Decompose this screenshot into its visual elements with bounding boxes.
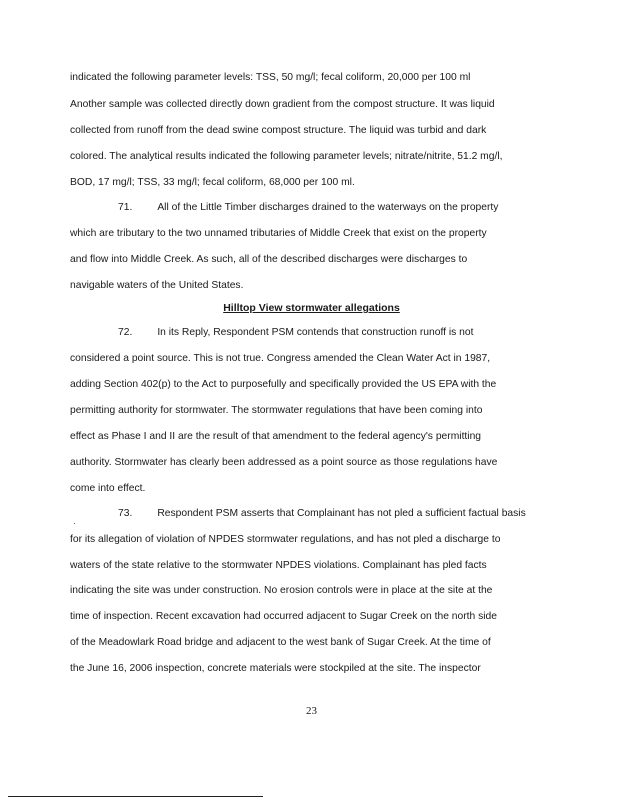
body-line: colored. The analytical results indicated the following parameter levels; nitrate/nitrite, 51.2 mg/l, — [70, 151, 503, 162]
body-line: of the Meadowlark Road bridge and adjacent to the west bank of Sugar Creek. At the time of — [70, 637, 491, 648]
body-line: considered a point source. This is not true. Congress amended the Clean Water Act in 1987, — [70, 353, 491, 364]
body-line: the June 16, 2006 inspection, concrete materials were stockpiled at the site. The inspector — [70, 663, 481, 674]
body-line: navigable waters of the United States. — [70, 280, 244, 291]
paragraph-number: 72. — [118, 327, 133, 338]
body-line: BOD, 17 mg/l; TSS, 33 mg/l; fecal coliform, 68,000 per 100 ml. — [70, 177, 355, 188]
body-line: indicating the site was under construction. No erosion controls were in place at the site at the — [70, 585, 493, 596]
body-line: come into effect. — [70, 483, 146, 494]
paragraph-text: Respondent PSM asserts that Complainant has not pled a sufficient factual basis — [157, 508, 526, 519]
body-line: indicated the following parameter levels: TSS, 50 mg/l; fecal coliform, 20,000 per 100 ml — [70, 72, 471, 83]
page-number: 23 — [306, 705, 317, 717]
paragraph-number: 73. — [118, 508, 133, 519]
body-line: time of inspection. Recent excavation had occurred adjacent to Sugar Creek on the north side — [70, 611, 497, 622]
body-line: collected from runoff from the dead swine compost structure. The liquid was turbid and dark — [70, 125, 487, 136]
stray-mark: · — [73, 519, 76, 528]
body-line: effect as Phase I and II are the result of that amendment to the federal agency's permitting — [70, 431, 482, 442]
section-heading: Hilltop View stormwater allegations — [223, 302, 400, 314]
paragraph-72-first-line — [118, 326, 473, 340]
body-line: which are tributary to the two unnamed tributaries of Middle Creek that exist on the property — [70, 228, 487, 239]
body-line: authority. Stormwater has clearly been addressed as a point source as those regulations have — [70, 457, 498, 468]
body-line: waters of the state relative to the stormwater NPDES violations. Complainant has pled facts — [70, 560, 487, 571]
paragraph-71-first-line — [118, 201, 498, 215]
body-line: adding Section 402(p) to the Act to purposefully and specifically provided the US EPA with the — [70, 379, 497, 390]
body-line: Another sample was collected directly down gradient from the compost structure. It was liquid — [70, 99, 495, 110]
body-line: permitting authority for stormwater. The stormwater regulations that have been coming into — [70, 405, 483, 416]
paragraph-text: All of the Little Timber discharges drained to the waterways on the property — [157, 202, 499, 213]
paragraph-number: 71. — [118, 202, 133, 213]
footnote-rule — [8, 796, 263, 797]
body-line: and flow into Middle Creek. As such, all of the described discharges were discharges to — [70, 254, 468, 265]
paragraph-text: In its Reply, Respondent PSM contends that construction runoff is not — [157, 327, 474, 338]
paragraph-73-first-line — [118, 507, 526, 521]
body-line: for its allegation of violation of NPDES stormwater regulations, and has not pled a discharge to — [70, 534, 501, 545]
